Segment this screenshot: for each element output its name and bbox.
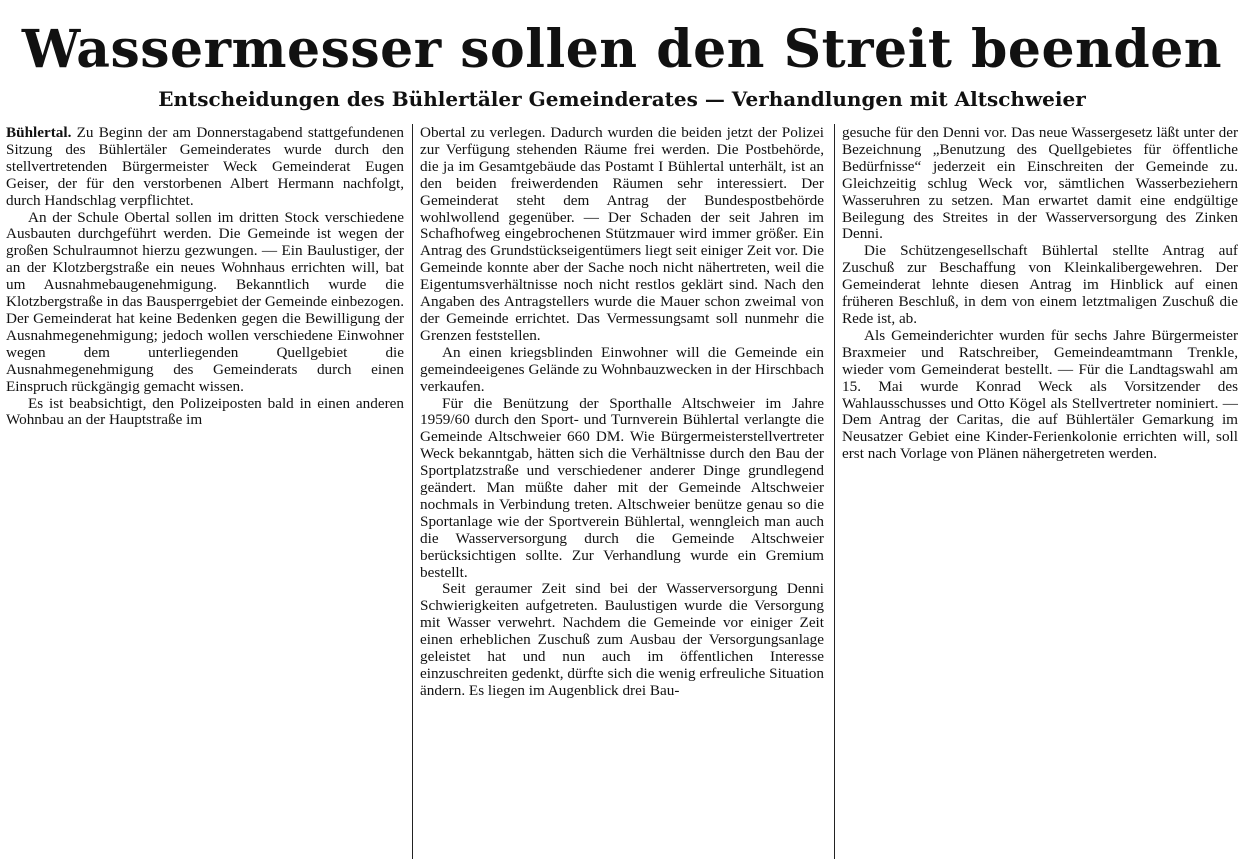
paragraph: Seit geraumer Zeit sind bei der Wasserversorgung Denni Schwierigkeiten aufgetreten. Baulustigen wurde die Versorgung mit Wasser verwehrt. Nachdem die Gemeinde vor einiger Zeit einen erheblichen Zuschuß zum Ausbau der Versorgungsanlage geleistet hat und nun auch im öffentlichen Interesse einzuschreiten gedenkt, dürfte sich die wenig erfreuliche Situation ändern. Es liegen im Augenblick drei Bau- <box>420 580 824 699</box>
paragraph: Als Gemeinderichter wurden für sechs Jahre Bürgermeister Braxmeier und Ratschreiber, Gemeindeamtmann Trenkle, wieder vom Gemeinderat bestellt. — Für die Landtagswahl am 15. Mai wurde Konrad Weck als Vorsitzender des Wahlausschusses und Otto Kögel als Stellvertreter nominiert. — Dem Antrag der Caritas, die auf Bühlertäler Gemarkung im Neusatzer Gebiet eine Kinder-Ferienkolonie errichten will, soll erst nach Vorlage von Plänen nähergetreten werden. <box>842 326 1238 463</box>
headline: Wassermesser sollen den Streit beenden <box>21 19 1223 80</box>
column-rule-2 <box>834 124 835 859</box>
article-column-1 <box>6 125 404 429</box>
paragraph <box>6 125 404 210</box>
article-column-2 <box>420 125 824 700</box>
paragraph: Für die Benützung der Sporthalle Altschweier im Jahre 1959/60 durch den Sport- und Turnverein Bühlertal verlangte die Gemeinde Altschweier 660 DM. Wie Bürgermeisterstellvertreter Weck bekanntgab, hätten sich die Verhältnisse durch den Bau der Sportplatzstraße und verschiedener anderer Dinge grundlegend geändert. Man müßte daher mit der Gemeinde Altschweier nochmals in Verbindung treten. Altschweier benütze genau so die Sportanlage wie der Sportverein Bühlertal, wenngleich man auch die Wasserversorgung durch die Gemeinde Altschweier berücksichtigen sollte. Zur Verhandlung wurde ein Gremium bestellt. <box>420 394 824 581</box>
paragraph: An der Schule Obertal sollen im dritten Stock verschiedene Ausbauten durchgeführt werden. Die Gemeinde ist wegen der großen Schulraumnot hierzu gezwungen. — Ein Baulustiger, der an der Klotzbergstraße ein neues Wohnhaus errichten will, bat um Ausnahmebaugenehmigung. Bekanntlich wurde die Klotzbergstraße in das Bausperrgebiet der Gemeinde einbezogen. Der Gemeinderat hat keine Bedenken gegen die Bewilligung der Ausnahmegenehmigung; jedoch wollen verschiedene Einwohner wegen dem unterliegenden Quellgebiet die Ausnahmegenehmigung des Gemeinderats durch einen Einspruch rückgängig gemacht wissen. <box>6 208 404 395</box>
paragraph: gesuche für den Denni vor. Das neue Wassergesetz läßt unter der Bezeichnung „Benutzung des Quellgebietes für öffentliche Bedürfnisse“ jederzeit ein Einschreiten der Gemeinde zu. Gleichzeitig schlug Weck vor, sämtlichen Wasserbeziehern Wasseruhren zu setzen. Man erwartet damit eine endgültige Beilegung des Streites in der Wasserversorgung des Zinken Denni. <box>842 124 1238 243</box>
paragraph: Die Schützengesellschaft Bühlertal stellte Antrag auf Zuschuß zur Beschaffung von Kleinkalibergewehren. Der Gemeinderat lehnte diesen Antrag im Hinblick auf einen früheren Beschluß, in dem von einem letztmaligen Zuschuß die Rede ist, ab. <box>842 242 1238 327</box>
paragraph: An einen kriegsblinden Einwohner will die Gemeinde ein gemeindeeigenes Gelände zu Wohnbauzwecken in der Hirschbach verkaufen. <box>420 343 824 395</box>
subheadline: Entscheidungen des Bühlertäler Gemeinderates — Verhandlungen mit Altschweier <box>158 87 1086 111</box>
paragraph: Obertal zu verlegen. Dadurch wurden die beiden jetzt der Polizei zur Verfügung stehenden Räume frei werden. Die Postbehörde, die ja im Gesamtgebäude das Postamt I Bühlertal unterhält, ist an den beiden freiwerdenden Räumen sehr interessiert. Der Gemeinderat steht dem Antrag der Bundespostbehörde wohlwollend gegenüber. — Der Schaden der seit Jahren im Schafhofweg eingebrochenen Stützmauer wird immer größer. Ein Antrag des Grundstückseigentümers liegt seit einiger Zeit vor. Die Gemeinde konnte aber der Sache noch nicht nähertreten, weil die Eigentumsverhältnisse noch nicht restlos geklärt sind. Nach den Angaben des Antragstellers wurde die Mauer schon zweimal von der Gemeinde errichtet. Das Vermessungsamt soll nunmehr die Grenzen feststellen. <box>420 124 824 344</box>
article-column-3 <box>842 125 1238 463</box>
dateline: Bühlertal. <box>6 124 72 141</box>
column-rule-1 <box>412 124 413 859</box>
paragraph-text: Zu Beginn der am Donnerstagabend stattgefundenen Sitzung des Bühlertäler Gemeinderates wurde durch den stellvertretenden Bürgermeister Weck Gemeinderat Eugen Geiser, der für den verstorbenen Albert Hermann nachfolgt, durch Handschlag verpflichtet. <box>6 124 404 209</box>
paragraph: Es ist beabsichtigt, den Polizeiposten bald in einen anderen Wohnbau an der Hauptstraße im <box>6 394 404 429</box>
